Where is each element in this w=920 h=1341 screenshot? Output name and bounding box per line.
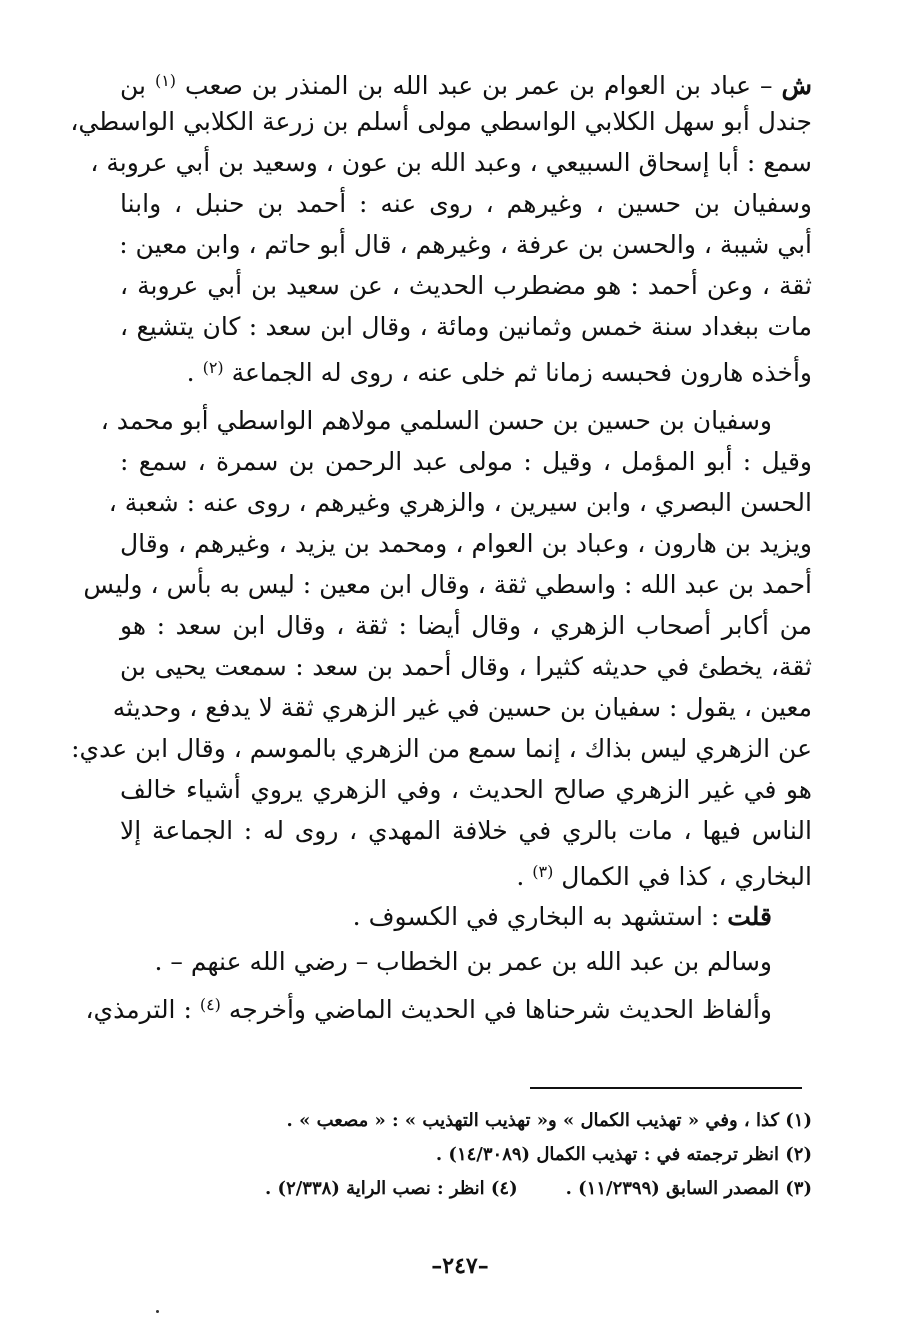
paragraph-2-line-3: الحسن البصري ، وابن سيرين ، والزهري وغيرهم ، روى عنه : شعبة ، [108,488,812,517]
paragraph-1-line-2: جندل أبو سهل الكلابي الواسطي مولى أسلم بن زرعة الكلابي الواسطي، [70,107,812,136]
entry-code: ش [781,71,812,100]
footnote-1: (١) كذا ، وفي « تهذيب الكمال » و« تهذيب التهذيب » : « مصعب » . [286,1110,812,1131]
main-text [70,60,812,1025]
footnote-ref-3[interactable]: (٣) [532,862,554,881]
footnote-3-4 [120,1172,812,1206]
paragraph-1-line-3: سمع : أبا إسحاق السبيعي ، وعبد الله بن عون ، وسعيد بن أبي عروبة ، [90,148,812,177]
paragraph-2-line-10: هو في غير الزهري صالح الحديث ، وفي الزهري يروي أشياء خالف [120,775,812,804]
paragraph-2-line-7: ثقة، يخطئ في حديثه كثيرا ، وقال أحمد بن سعد : سمعت يحيى بن [120,652,812,681]
paragraph-1-line-6: ثقة ، وعن أحمد : هو مضطرب الحديث ، عن سعيد بن أبي عروبة ، [120,271,812,300]
paragraph-1-line-8: وأخذه هارون فحبسه زمانا ثم خلى عنه ، روى له الجماعة $^{(٢)}$ . [186,358,812,387]
scan-speck [156,1310,159,1313]
footnote-ref-1[interactable]: (١) [154,71,177,90]
paragraph-5: وألفاظ الحديث شرحناها في الحديث الماضي وأخرجه $^{(٤)}$ : الترمذي، [85,995,772,1024]
footnote-2: (٢) انظر ترجمته في : تهذيب الكمال (١٤/٣٠٨٩) . [435,1144,812,1165]
paragraph-2-line-1: وسفيان بن حسين بن حسن السلمي مولاهم الواسطي أبو محمد ، [100,406,772,435]
paragraph-1-line-5: أبي شيبة ، والحسن بن عرفة ، وغيرهم ، قال أبو حاتم ، وابن معين : [119,230,812,259]
footnotes [120,1104,812,1206]
paragraph-4: وسالم بن عبد الله بن عمر بن الخطاب – رضي الله عنهم – . [154,947,772,976]
paragraph-3: قلت : استشهد به البخاري في الكسوف . [352,902,772,931]
paragraph-2-line-11: الناس فيها ، مات بالري في خلافة المهدي ، روى له : الجماعة إلا [120,816,812,845]
paragraph-1-line-1: ش – عباد بن العوام بن عمر بن عبد الله بن المنذر بن صعب $^{(١)}$ بن [120,71,812,100]
paragraph-2-line-9: عن الزهري ليس بذاك ، إنما سمع من الزهري بالموسم ، وقال ابن عدي: [71,734,812,763]
footnote-4: (٤) انظر : نصب الراية (٢/٣٣٨) . [265,1178,518,1199]
paragraph-2-line-5: أحمد بن عبد الله : واسطي ثقة ، وقال ابن معين : ليس به بأس ، وليس [83,570,812,599]
paragraph-2-line-6: من أكابر أصحاب الزهري ، وقال أيضا : ثقة ، وقال ابن سعد : هو [120,611,812,640]
paragraph-1-line-4: وسفيان بن حسين ، وغيرهم ، روى عنه : أحمد بن حنبل ، وابنا [120,189,812,218]
paragraph-2-line-4: ويزيد بن هارون ، وعباد بن العوام ، ومحمد بن يزيد ، وغيرهم ، وقال [120,529,812,558]
footnote-ref-2[interactable]: (٢) [202,358,224,377]
paragraph-1-line-7: مات ببغداد سنة خمس وثمانين ومائة ، وقال ابن سعد : كان يتشيع ، [120,312,812,341]
footnote-3: (٣) المصدر السابق (١١/٢٣٩٩) . [565,1178,812,1199]
page-number: –٢٤٧– [431,1253,489,1279]
footnote-ref-4[interactable]: (٤) [199,995,221,1014]
paragraph-2-line-2: وقيل : أبو المؤمل ، وقيل : مولى عبد الرحمن بن سمرة ، سمع : [120,447,812,476]
qultu-lead: قلت [727,902,772,931]
paragraph-2-line-12: البخاري ، كذا في الكمال $^{(٣)}$ . [516,862,812,891]
footnote-divider [530,1087,802,1089]
paragraph-2-line-8: معين ، يقول : سفيان بن حسين في غير الزهري ثقة لا يدفع ، وحديثه [112,693,812,722]
